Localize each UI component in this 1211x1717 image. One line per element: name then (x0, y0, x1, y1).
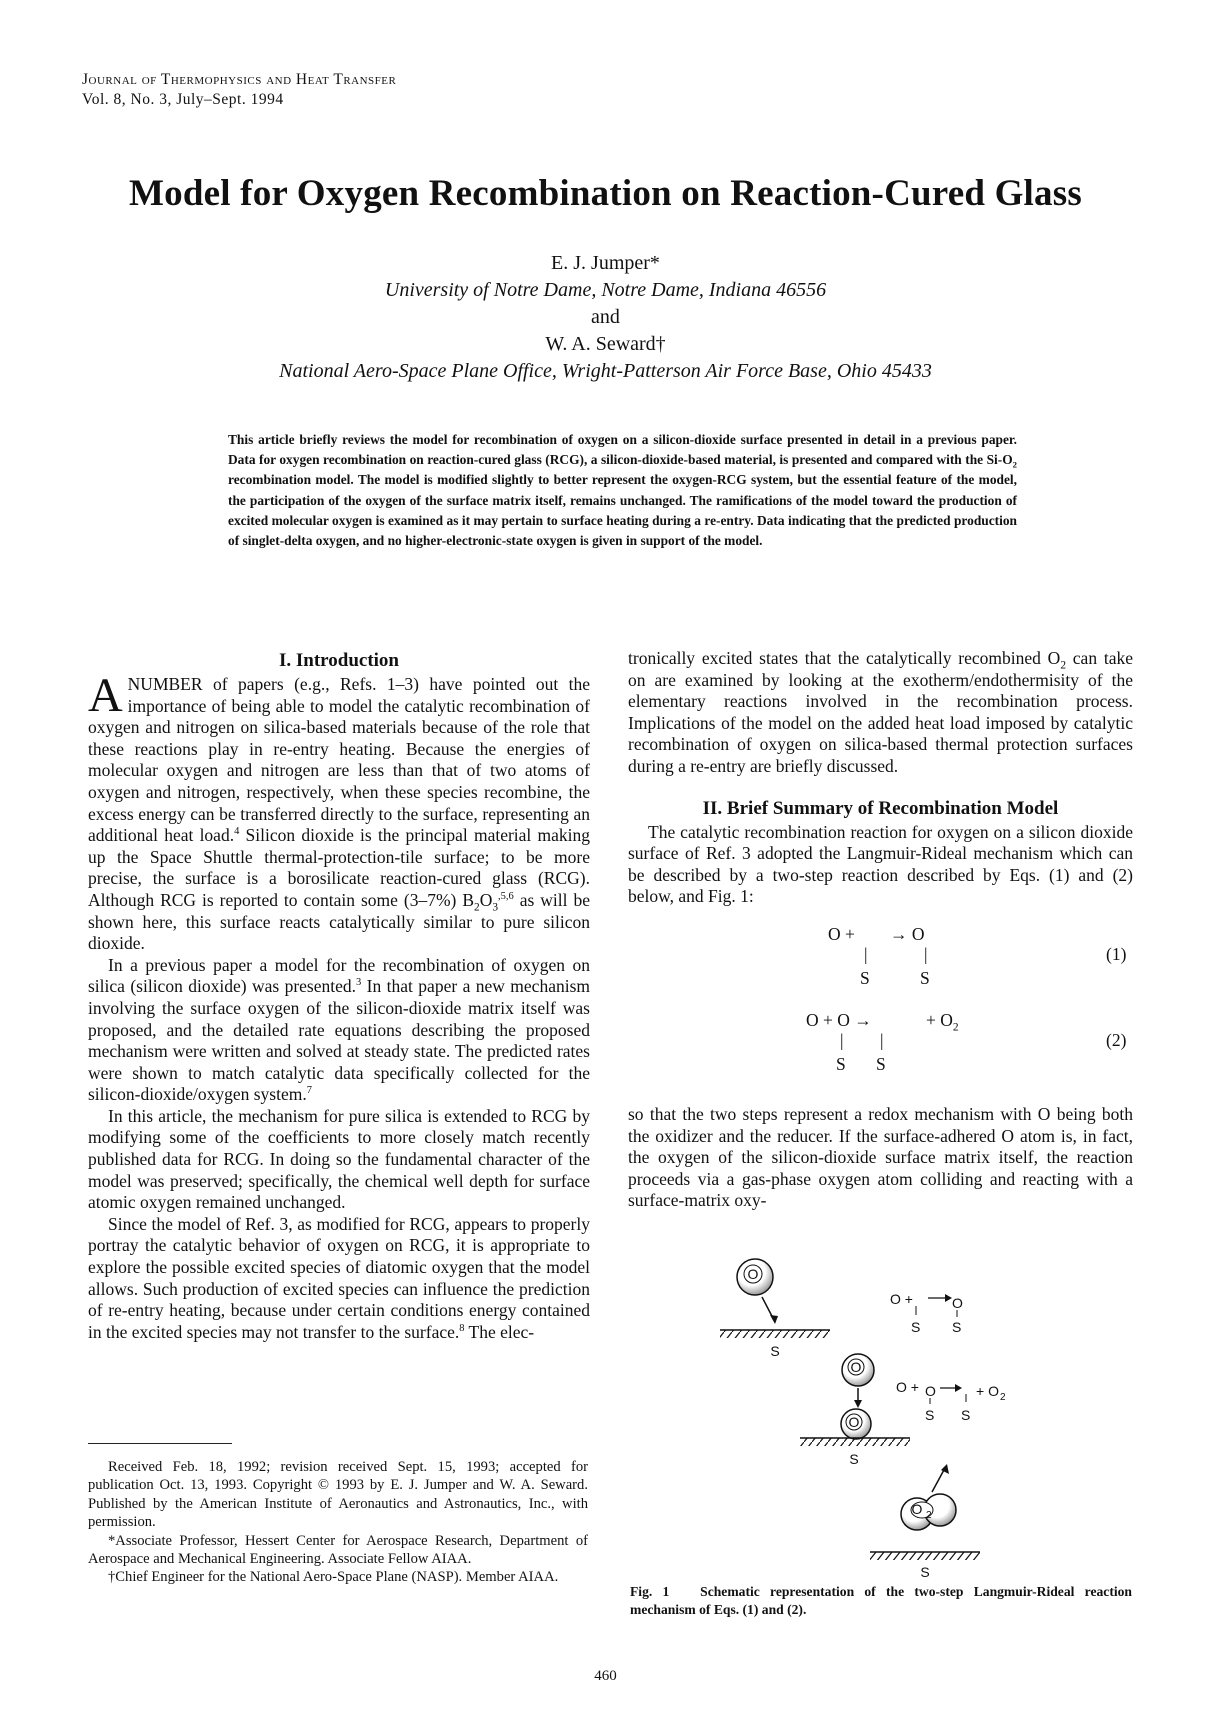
journal-name: Journal of Thermophysics and Heat Transfer (82, 71, 397, 88)
intro-paragraph-2 (88, 955, 590, 1106)
r1-left: O + (890, 1291, 913, 1307)
affiliation-2: National Aero-Space Plane Office, Wright-Patterson Air Force Base, Ohio 45433 (279, 360, 932, 382)
r1-s2: S (952, 1319, 962, 1335)
citation-superscript: ,5,6 (498, 891, 514, 903)
surface-3 (870, 1552, 980, 1580)
abstract-text-1: This article briefly reviews the model for recombination of oxygen on a silicon-dioxide surface presented in detail in a previous paper. Data for oxygen recombination on reaction-cured glass (RCG), a silicon-dioxide-based material, is presented and compared with the Si-O (228, 432, 1017, 468)
atom-label: O (747, 1266, 759, 1282)
r1-right: O (952, 1295, 963, 1311)
intro-paragraph-4 (88, 1214, 590, 1344)
incoming-atom-2 (842, 1354, 874, 1386)
eq2-bond-2: | (880, 1029, 884, 1050)
subscript: 2 (474, 901, 480, 914)
section-heading-introduction: I. Introduction (278, 650, 399, 671)
right-column (628, 648, 1133, 1212)
arrowhead (854, 1400, 862, 1408)
section-heading-summary: II. Brief Summary of Recombination Model (702, 797, 1059, 819)
right-paragraph-1 (628, 648, 1133, 778)
citation-superscript: 4 (234, 826, 240, 838)
intro-p1-text-d: as will be shown here, this surface reacts catalytically similar to pure silicon dioxide. (88, 889, 590, 954)
eq2-bond-1: | (840, 1029, 844, 1050)
adsorbed-atom (841, 1409, 871, 1439)
subscript: 3 (492, 901, 499, 914)
surface-label: S (849, 1451, 859, 1467)
intro-p4-text-b: The elec- (464, 1321, 535, 1342)
arrowhead (770, 1315, 778, 1324)
subscript: 2 (1060, 659, 1066, 672)
eq1-bond-2: | (924, 943, 928, 964)
intro-p4-text-a: Since the model of Ref. 3, as modified for RCG, appears to properly portray the catalytic behavior of oxygen on RCG, it is appropriate to explore the possible excited species of diatomic oxygen that the model allows. Such production of excited species can influence the prediction of re-entry heating, because under certain conditions energy contained in the excited species may not transfer to the surface. (88, 1213, 590, 1342)
eq1-number: (1) (1106, 943, 1127, 964)
abstract-text-2: recombination model. The model is modified slightly to better represent the oxygen-RCG system, but the essential feature of the model, the participation of the oxygen of the surface matrix itself, remains unchanged. The ramifications of the model toward the production of excited molecular oxygen is examined as it may pertain to surface heating during a re-entry. Data indicating that the predicted production of singlet-delta oxygen, and no higher-electronic-state oxygen is given in support of the model. (228, 472, 1017, 549)
equation-2 (628, 1008, 1133, 1084)
right-p1-text-a: tronically excited states that the catalytically recombined O (628, 648, 1061, 668)
intro-p2-text-b: In that paper a new mechanism involving the surface oxygen of the silicon-dioxide matrix itself was proposed, and the detailed rate equations describing the proposed mechanism were written and solved at steady state. The predicted rates were shown to match catalytic data specifically collected for the silicon-dioxide/oxygen system. (88, 976, 590, 1105)
footnote-author-2: †Chief Engineer for the National Aero-Space Plane (NASP). Member AIAA. (108, 1569, 559, 1586)
surface-1 (720, 1330, 830, 1359)
author-2: W. A. Seward† (545, 333, 666, 355)
affiliation-1: University of Notre Dame, Notre Dame, Indiana 46556 (384, 279, 827, 301)
eq2-left: O + O → (806, 1009, 872, 1030)
r2-left: O + (896, 1379, 919, 1395)
left-column (88, 648, 590, 1343)
reaction-2-schematic (896, 1379, 1006, 1423)
caption-label: Fig. 1 (630, 1584, 670, 1599)
r2-right: + O (976, 1383, 999, 1399)
paper-title: Model for Oxygen Recombination on Reaction-Cured Glass (129, 173, 1082, 214)
abstract (228, 430, 1017, 551)
caption-text: Schematic representation of the two-step Langmuir-Rideal reaction mechanism of Eqs. (1) and (2). (630, 1584, 1132, 1617)
eq1-arrow: → O (890, 923, 925, 944)
eq2-surface-2: S (876, 1053, 886, 1074)
intro-p1-text-b: Silicon dioxide is the principal material making up the Space Shuttle thermal-protection-tile surface; to be more precise, the surface is a borosilicate reaction-cured glass (RCG). Although RCG is reported to contain some (3–7%) B (88, 825, 590, 910)
page-number: 460 (594, 1668, 617, 1684)
right-paragraph-3: so that the two steps represent a redox mechanism with O being both the oxidizer and the reducer. If the surface-adhered O atom is, in fact, the oxygen of the silicon-dioxide surface matrix itself, the reaction proceeds via a gas-phase oxygen atom colliding and reacting with a surface-matrix oxy- (628, 1103, 1133, 1211)
figure-caption (630, 1583, 1132, 1619)
eq2-surface-1: S (836, 1053, 846, 1074)
r2-mid: O (925, 1383, 936, 1399)
footnote-rule (88, 1443, 232, 1444)
departure-arrow (932, 1468, 945, 1492)
intro-p1-text-a: NUMBER of papers (e.g., Refs. 1–3) have pointed out the importance of being able to model the catalytic recombination of oxygen and nitrogen on silica-based materials because of the role that these reactions play in re-entry heating. Because the energies of molecular oxygen and nitrogen are less than that of two atoms of oxygen and nitrogen, respectively, when these species recombine, the excess energy can be transferred directly to the surface, representing an additional heat load. (88, 674, 590, 846)
r2-s2: S (961, 1407, 971, 1423)
footnote-author-1: *Associate Professor, Hessert Center for Aerospace Research, Department of Aerospace and Mechanical Engineering. Associate Fellow AIAA. (88, 1532, 588, 1568)
footnote-received: Received Feb. 18, 1992; revision received Sept. 15, 1993; accepted for publication Oct. 13, 1993. Copyright © 1993 by E. J. Jumper and W. A. Seward. Published by the American Institute of Aeronautics and Astronautics, Inc., with permission. (88, 1459, 588, 1531)
o2-molecule (901, 1494, 956, 1530)
journal-volume: Vol. 8, No. 3, July–Sept. 1994 (82, 91, 284, 108)
author-block (0, 250, 1211, 385)
right-p1-text-b: can take on are examined by looking at the exotherm/endothermisity of the elementary reactions involved in the recombination process. Implications of the model on the added heat load imposed by catalytic recombination of oxygen on silica-based thermal protection surfaces during a re-entry are briefly discussed. (628, 648, 1133, 776)
subscript: 2 (952, 1021, 959, 1034)
eq2-right (926, 1008, 959, 1032)
citation-superscript: 8 (459, 1322, 465, 1334)
eq2-right-text: + O (926, 1009, 953, 1030)
surface-2 (800, 1438, 910, 1467)
surface-label: S (920, 1564, 930, 1580)
reaction-1-schematic (890, 1291, 963, 1335)
eq1-surface-1: S (860, 967, 870, 988)
eq2-number: (2) (1106, 1029, 1127, 1050)
r2-right-sub: 2 (1000, 1392, 1006, 1403)
citation-superscript: 3 (356, 977, 362, 989)
intro-paragraph-1 (88, 669, 590, 955)
equation-1 (628, 922, 1133, 998)
figure-1 (700, 1252, 1060, 1582)
journal-header (82, 70, 396, 110)
o2-label: O (911, 1501, 923, 1517)
atom-label: O (850, 1359, 862, 1375)
r2-s1: S (925, 1407, 935, 1423)
footnotes (88, 1458, 588, 1587)
surface-label: S (770, 1343, 780, 1359)
author-1: E. J. Jumper* (551, 252, 660, 274)
r1-s1: S (911, 1319, 921, 1335)
right-paragraph-2: The catalytic recombination reaction for oxygen on a silicon dioxide surface of Ref. 3 adopted the Langmuir-Rideal mechanism which can be described by a two-step reaction described by Eqs. (1) and (2) below, and Fig. 1: (628, 821, 1133, 907)
author-conjunction: and (591, 306, 620, 328)
incoming-atom-1 (737, 1259, 773, 1295)
drop-cap: A (88, 669, 123, 722)
intro-p2-text-a: In a previous paper a model for the recombination of oxygen on silica (silicon dioxide) was presented. (88, 954, 590, 997)
atom-label: O (848, 1414, 860, 1430)
o2-sub: 2 (926, 1510, 932, 1521)
citation-superscript: 7 (306, 1085, 312, 1097)
abstract-subscript: 2 (1012, 459, 1017, 470)
intro-paragraph-3: In this article, the mechanism for pure silica is extended to RCG by modifying some of the coefficients to more closely match recently published data for RCG. In doing so the fundamental character of the model was preserved; specifically, the chemical well depth for surface atomic oxygen remained unchanged. (88, 1105, 590, 1213)
eq1-bond-1: | (864, 943, 868, 964)
eq1-left: O + (828, 923, 855, 944)
eq1-surface-2: S (920, 967, 930, 988)
intro-p1-text-c: O (479, 889, 493, 910)
